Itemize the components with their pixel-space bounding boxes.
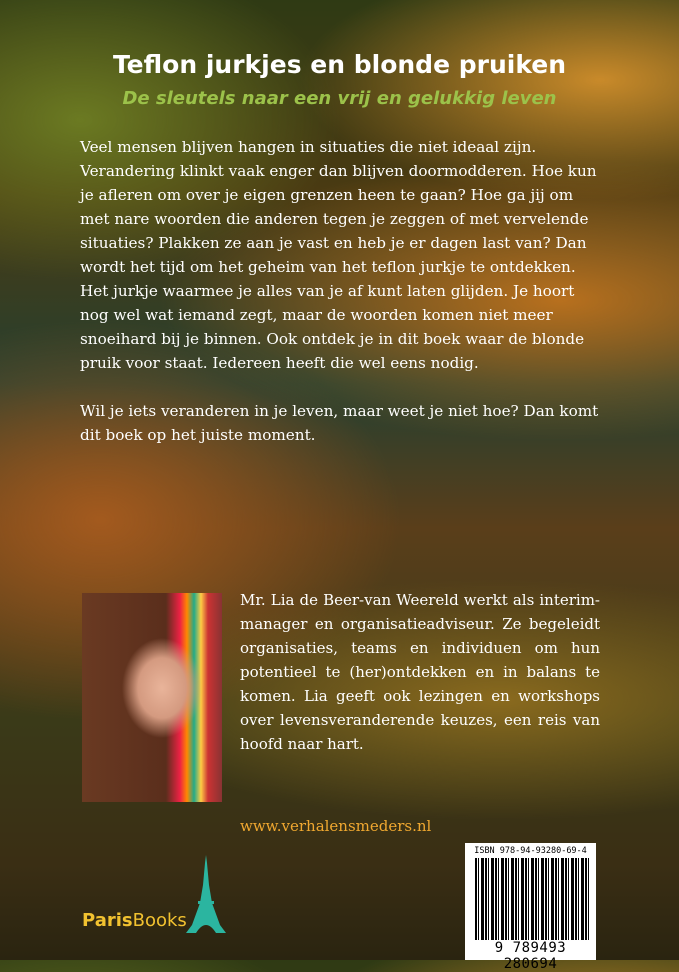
barcode-bars: [475, 858, 590, 940]
barcode: [465, 843, 596, 972]
book-subtitle: De sleutels naar een vrij en gelukkig leven: [122, 88, 557, 109]
ean-number: 9 789493 280694: [494, 940, 567, 972]
author-photo: [82, 593, 222, 802]
isbn-label: ISBN 978-94-93280-69-4: [474, 846, 587, 856]
eiffel-tower-icon: [186, 855, 226, 935]
website-link[interactable]: www.verhalensmeders.nl: [240, 817, 432, 835]
author-bio: Mr. Lia de Beer-van Weereld werkt als interim-manager en organisatieadviseur. Ze begeleidt organisaties, teams en individuen om hun potentieel te (her)ontdekken en in balans te komen. Lia geeft ook lezingen en workshops over levensveranderende keuzes, een reis van hoofd naar hart.: [240, 591, 600, 753]
blurb: [80, 135, 605, 471]
blurb-paragraph: Wil je iets veranderen in je leven, maar weet je niet hoe? Dan komt dit boek op het juiste moment.: [80, 402, 599, 444]
publisher-name-part1: Paris: [82, 910, 133, 931]
publisher-logo: [82, 910, 187, 931]
publisher-name-part2: Books: [132, 910, 187, 931]
book-title: Teflon jurkjes en blonde pruiken: [112, 50, 567, 79]
blurb-paragraph: Veel mensen blijven hangen in situaties die niet ideaal zijn. Verandering klinkt vaak enger dan blijven doormodderen. Hoe kun je afleren om over je eigen grenzen heen te gaan? Hoe ga jij om met nare woorden die anderen tegen je zeggen of met vervelende situaties? Plakken ze aan je vast en heb je er dagen last van? Dan wordt het tijd om het geheim van het teflon jurkje te ontdekken. Het jurkje waarmee je alles van je af kunt laten glijden. Je hoort nog wel wat iemand zegt, maar de woorden komen niet meer snoeihard bij je binnen. Ook ontdek je in dit boek waar de blonde pruik voor staat. Iedereen heeft die wel eens nodig.: [80, 138, 597, 372]
